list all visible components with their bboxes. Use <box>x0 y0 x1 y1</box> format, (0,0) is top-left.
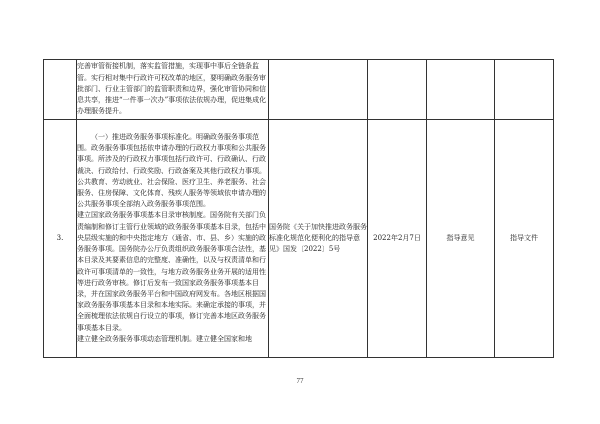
content-paragraph: 建立健全政务服务事项动态管理机制。建立健全国家和地 <box>77 334 252 343</box>
category-cell <box>495 60 554 120</box>
page-number: 77 <box>296 377 304 385</box>
row-content-cell <box>77 120 269 358</box>
type-cell <box>427 60 495 120</box>
table-row-previous <box>44 60 554 120</box>
row-index-cell: 3. <box>44 120 77 358</box>
content-paragraph: 完善审管衔接机制，落实监管措施，实现事中事后全链条监管。实行相对集中行政许可权改革的地区，要明确政务服务审批部门、行业主管部门的监管职责和边界，强化审管协同和信息共享，推进“一件事一次办”事项依法依规办理，促进集成化办理服务提升。 <box>77 62 267 116</box>
category-cell: 指导文件 <box>495 120 554 358</box>
row-index-cell <box>44 60 77 120</box>
row-content-cell <box>77 60 269 120</box>
source-cell: 国务院《关于加快推进政务服务标准化规范化便利化的指导意见》国发〔2022〕5号 <box>269 120 368 358</box>
date-cell: 2022年2月7日 <box>368 120 427 358</box>
content-paragraph: （一）推进政务服务事项标准化。明确政务服务事项范围。政务服务事项包括依申请办理的行政权力事项和公共服务事项。所涉及的行政权力事项包括行政许可、行政确认、行政裁决、行政给付、行政奖励、行政备案及其他行政权力事项。公共教育、劳动就业、社会保险、医疗卫生、养老服务、社会服务、住房保障、文化体育、残疾人服务等领域依申请办理的公共服务事项全部纳入政务服务事项范围。 <box>77 133 266 209</box>
table-row <box>44 120 554 358</box>
type-cell: 指导意见 <box>427 120 495 358</box>
content-paragraph: 建立国家政务服务事项基本目录审核制度。国务院有关部门负责编制和修订主管行业领域的政务服务事项基本目录，包括中央层级实施的和中央指定地方（通省、市、县、乡）实施的政务服务事项。国务院办公厅负责组织政务服务事项合法性，基本目录及其要素信息的完整度、准确性，以及与权责清单和行政许可事项清单的一致性，与地方政务服务业务开展的适用性等进行政务审核。修订后发布一致国家政务服务事项基本目录，并在国家政务服务平台和中国政府网发布。各地区根据国家政务服务事项基本目录和本地实际。来确定承接的事项，并全面梳理依法依规自行设立的事项，修订完善本地区政务服务事项基本目录。 <box>77 211 266 332</box>
policy-table <box>43 59 554 358</box>
source-cell <box>269 60 368 120</box>
date-cell <box>368 60 427 120</box>
